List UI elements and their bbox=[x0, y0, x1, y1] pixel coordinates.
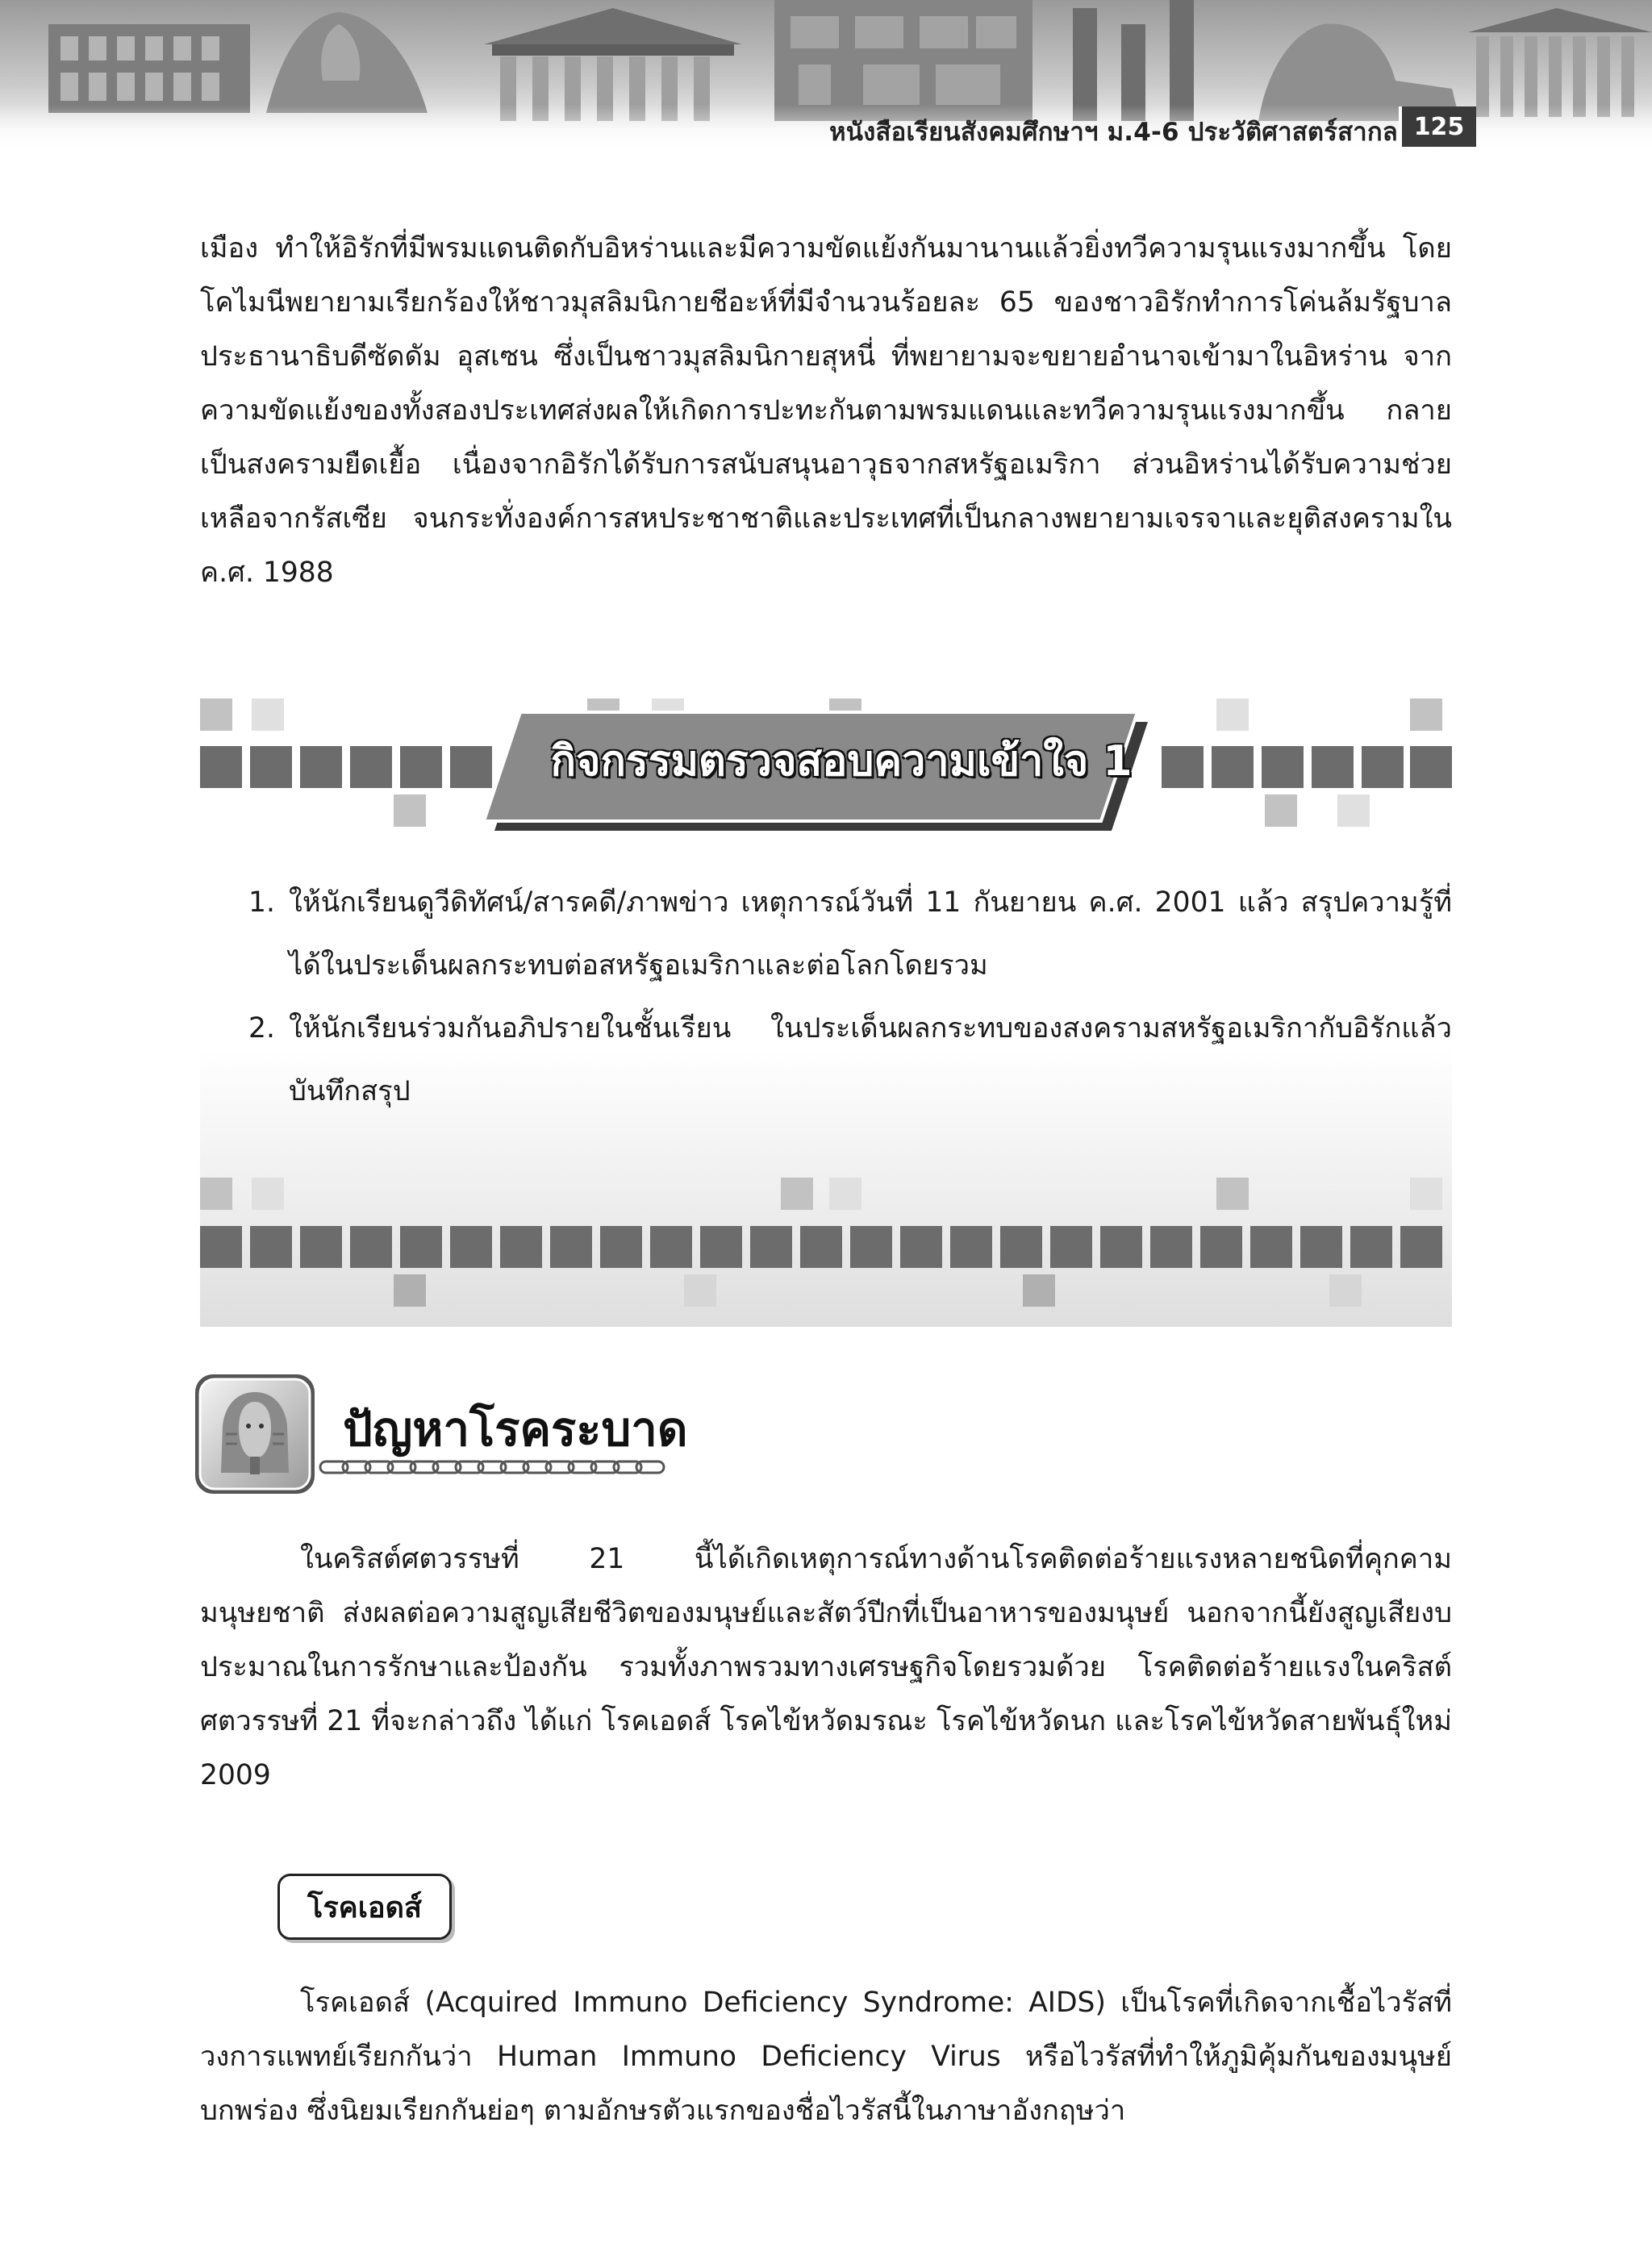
activity-item-number: 1. bbox=[248, 886, 275, 919]
section-title: ปัญหาโรคระบาด bbox=[343, 1402, 688, 1457]
activity-item-text: ให้นักเรียนดูวีดิทัศน์/สารคดี/ภาพข่าว เหตุการณ์วันที่ 11 กันยายน ค.ศ. 2001 แล้ว สรุปความรู้ที่ได้ในประเด็นผลกระทบต่อสหรัฐอเมริกาและต่อโลกโดยรวม bbox=[289, 886, 1452, 982]
page-number: 125 bbox=[1399, 106, 1476, 147]
activity-list bbox=[248, 871, 1452, 1123]
activity-item-text: ให้นักเรียนร่วมกันอภิปรายในชั้นเรียน ในประเด็นผลกระทบของสงครามสหรัฐอเมริกากับอิรักแล้วบันทึกสรุป bbox=[289, 1012, 1452, 1107]
chain-divider bbox=[319, 1457, 674, 1478]
activity-item bbox=[248, 997, 1452, 1123]
activity-item bbox=[248, 871, 1452, 997]
subsection-title: โรคเอดส์ bbox=[277, 1874, 452, 1940]
header-title: หนังสือเรียนสังคมศึกษาฯ ม.4-6 ประวัติศาสตร์สากล bbox=[829, 118, 1398, 147]
header-banner bbox=[0, 0, 1652, 153]
intro-paragraph: เมือง ทำให้อิรักที่มีพรมแดนติดกับอิหร่านและมีความขัดแย้งกันมานานแล้วยิ่งทวีความรุนแรงมากขึ้น โดยโคไมนีพยายามเรียกร้องให้ชาวมุสลิมนิกายชีอะห์ที่มีจำนวนร้อยละ 65 ของชาวอิรักทำการโค่นล้มรัฐบาลประธานาธิบดีซัดดัม อุสเซน ซึ่งเป็นชาวมุสลิมนิกายสุหนี่ ที่พยายามจะขยายอำนาจเข้ามาในอิหร่าน จากความขัดแย้งของทั้งสองประเทศส่งผลให้เกิดการปะทะกันตามพรมแดนและทวีความรุนแรงมากขึ้น กลายเป็นสงครามยืดเยื้อ เนื่องจากอิรักได้รับการสนับสนุนอาวุธจากสหรัฐอเมริกา ส่วนอิหร่านได้รับความช่วยเหลือจากรัสเซีย จนกระทั่งองค์การสหประชาชาติและประเทศที่เป็นกลางพยายามเจรจาและยุติสงครามใน ค.ศ. 1988 bbox=[200, 232, 1452, 589]
pharaoh-icon bbox=[190, 1370, 319, 1499]
subsection-paragraph: โรคเอดส์ (Acquired Immuno Deficiency Syndrome: AIDS) เป็นโรคที่เกิดจากเชื้อไวรัสที่วงการแพทย์เรียกกันว่า Human Immuno Deficiency Virus หรือไวรัสที่ทำให้ภูมิคุ้มกันของมนุษย์บกพร่อง ซึ่งนิยมเรียกกันย่อๆ ตามอักษรตัวแรกของชื่อไวรัสนี้ในภาษาอังกฤษว่า bbox=[200, 1987, 1452, 2127]
activity-box bbox=[200, 694, 1452, 1327]
activity-title: กิจกรรมตรวจสอบความเข้าใจ 1 bbox=[550, 736, 1133, 786]
section-paragraph: ในคริสต์ศตวรรษที่ 21 นี้ได้เกิดเหตุการณ์ทางด้านโรคติดต่อร้ายแรงหลายชนิดที่คุกคามมนุษยชาติ ส่งผลต่อความสูญเสียชีวิตของมนุษย์และสัตว์ปีกที่เป็นอาหารของมนุษย์ นอกจากนี้ยังสูญเสียงบประมาณในการรักษาและป้องกัน รวมทั้งภาพรวมทางเศรษฐกิจโดยรวมด้วย โรคติดต่อร้ายแรงในคริสต์ศตวรรษที่ 21 ที่จะกล่าวถึง ได้แก่ โรคเอดส์ โรคไข้หวัดมรณะ โรคไข้หวัดนก และโรคไข้หวัดสายพันธุ์ใหม่ 2009 bbox=[200, 1543, 1452, 1791]
activity-item-number: 2. bbox=[248, 1012, 275, 1045]
